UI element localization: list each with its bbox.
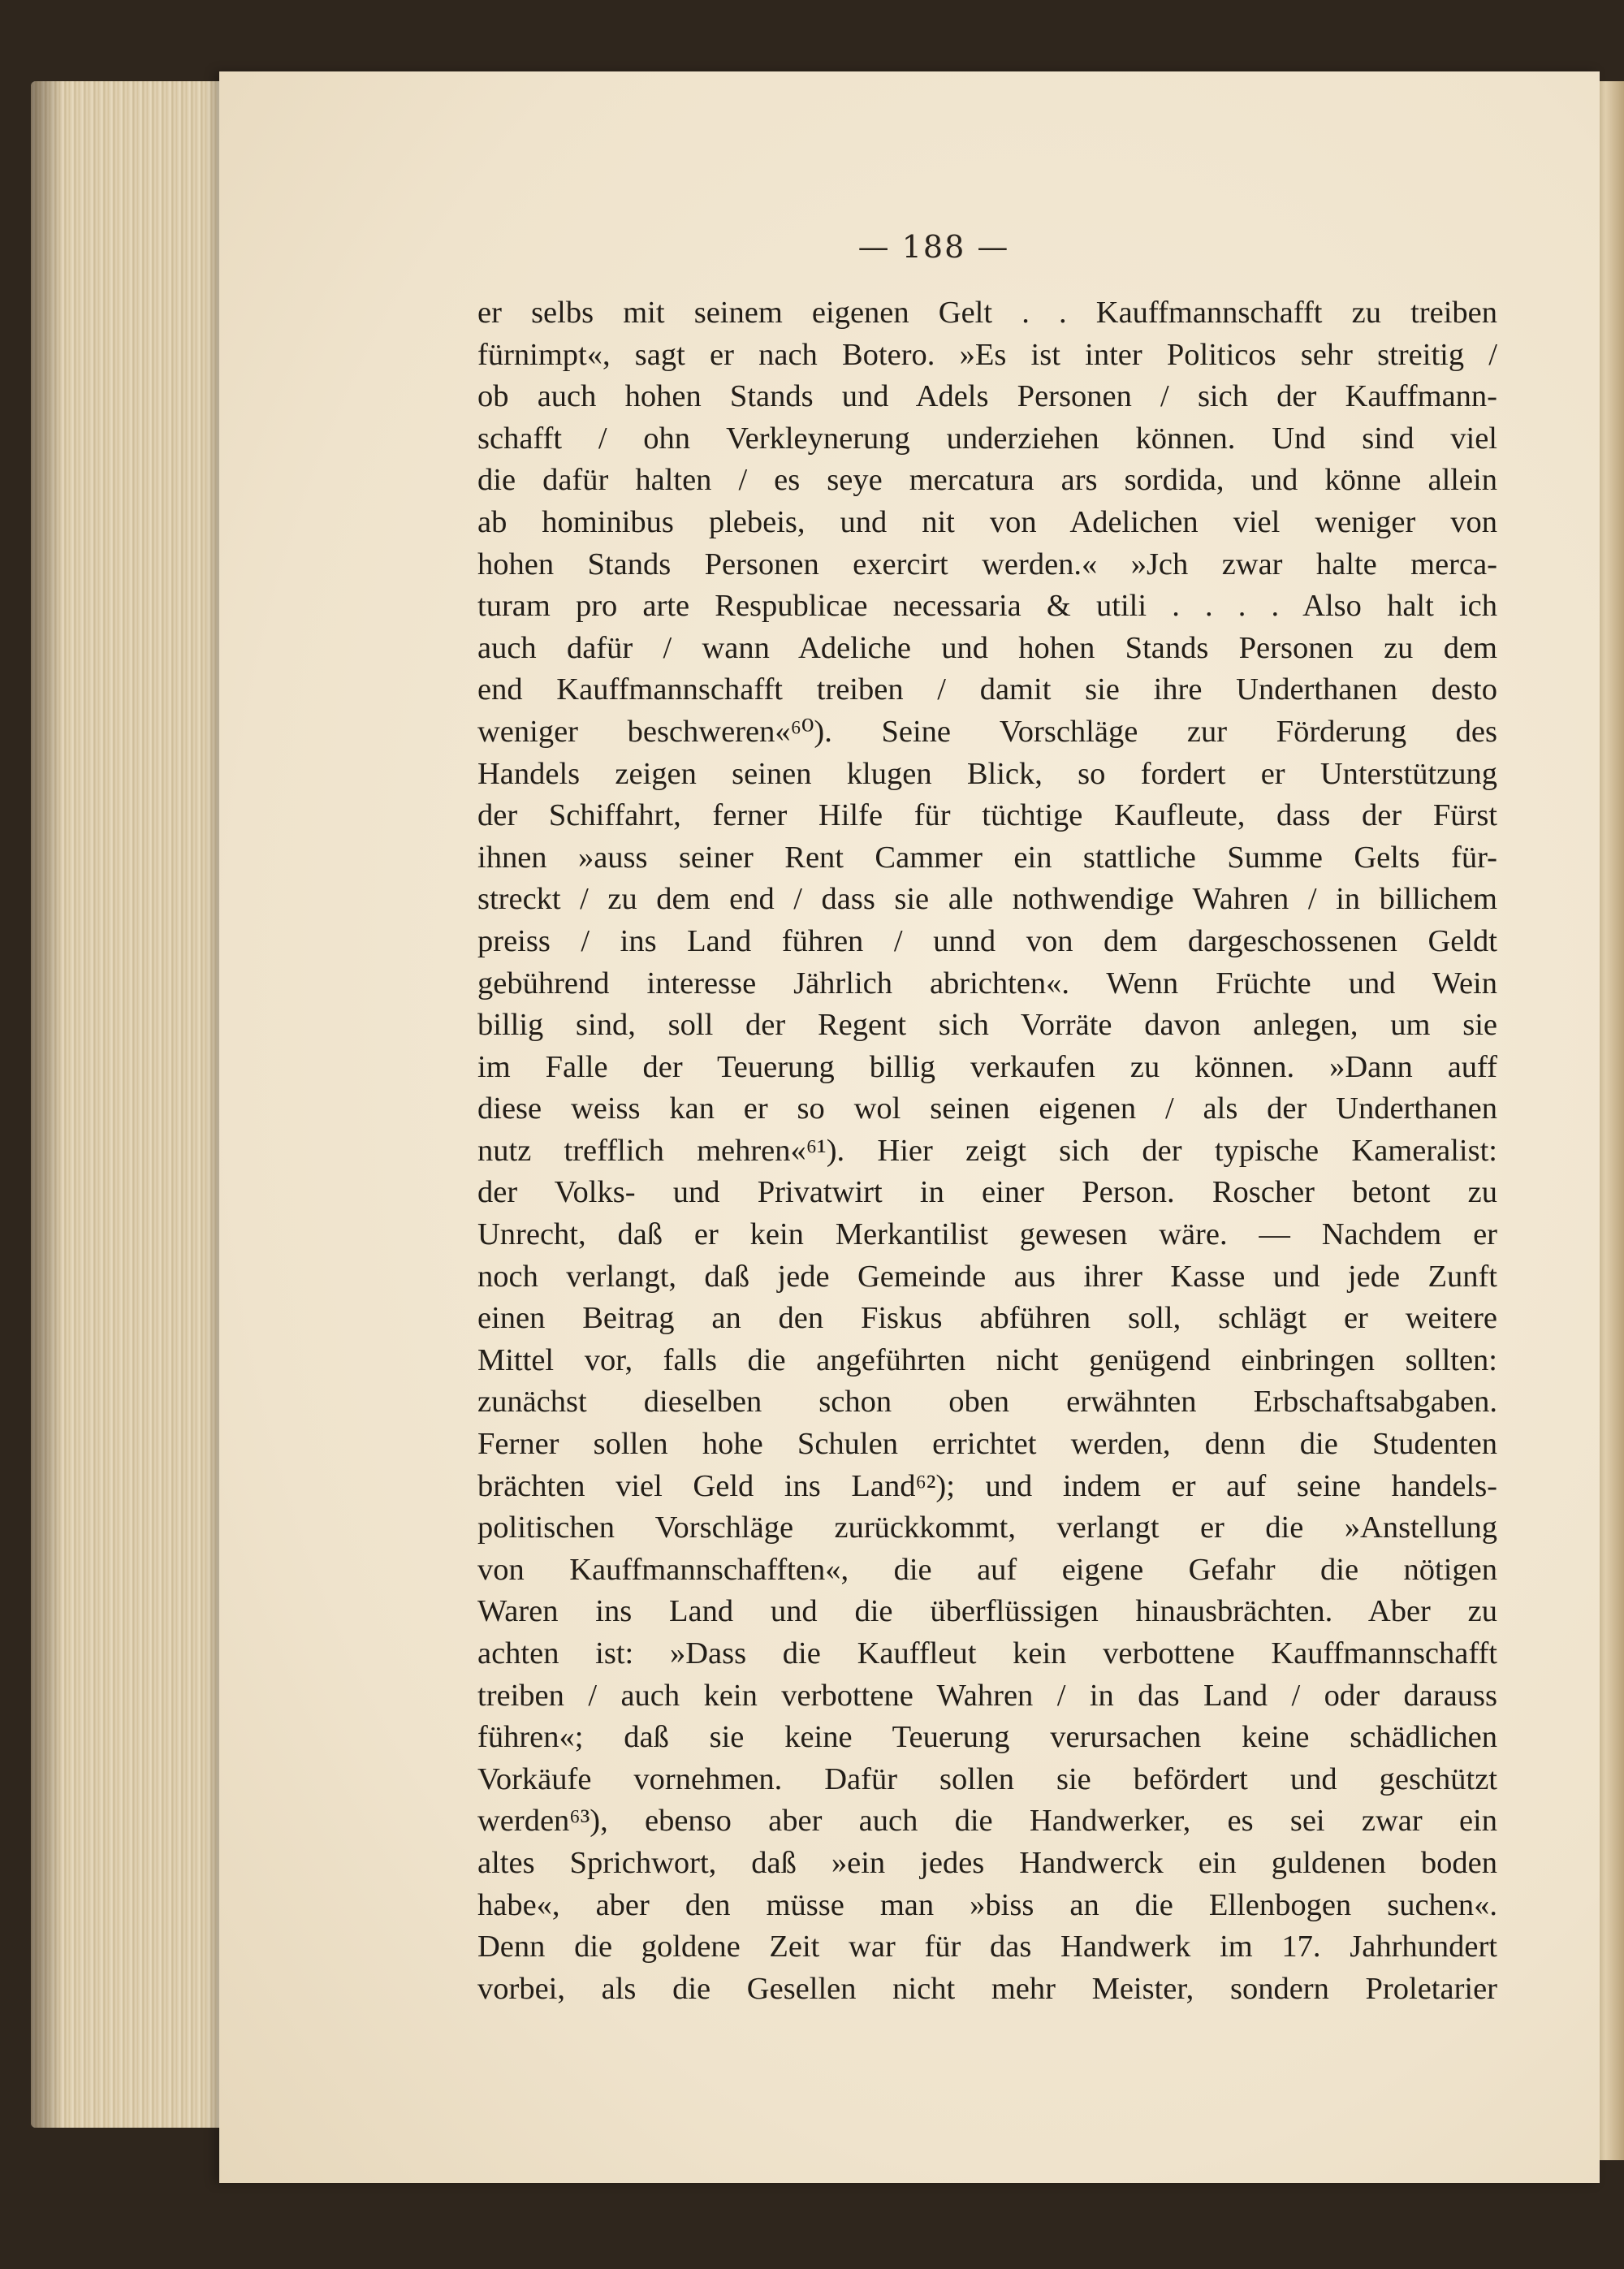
text-line: vorbei, als die Gesellen nicht mehr Meister, sondern Proletarier — [477, 1971, 1497, 2006]
text-line: end Kauffmannschafft treiben / damit sie ihre Underthanen desto — [477, 672, 1497, 707]
text-line: gebührend interesse Jährlich abrichten«. Wenn Früchte und Wein — [477, 966, 1497, 1001]
text-line: streckt / zu dem end / dass sie alle nothwendige Wahren / in billichem — [477, 882, 1497, 917]
text-line: habe«, aber den müsse man »biss an die Ellenbogen suchen«. — [477, 1887, 1497, 1922]
text-line: politischen Vorschläge zurückkommt, verlangt er die »Anstellung — [477, 1511, 1497, 1545]
text-line: Mittel vor, falls die angeführten nicht genügend einbringen sollten: — [477, 1342, 1497, 1377]
text-line: achten ist: »Dass die Kauffleut kein verbottene Kauffmannschafft — [477, 1636, 1497, 1670]
text-line: im Falle der Teuerung billig verkaufen zu können. »Dann auff — [477, 1049, 1497, 1084]
text-line: weniger beschweren«⁶⁰). Seine Vorschläge zur Förderung des — [477, 714, 1497, 749]
text-line: der Schiffahrt, ferner Hilfe für tüchtige Kaufleute, dass der Fürst — [477, 798, 1497, 833]
text-line: Ferner sollen hohe Schulen errichtet werden, denn die Studenten — [477, 1427, 1497, 1462]
text-line: Unrecht, daß er kein Merkantilist gewesen wäre. — Nachdem er — [477, 1217, 1497, 1252]
text-line: ob auch hohen Stands und Adels Personen / sich der Kauffmann- — [477, 379, 1497, 414]
text-line: brächten viel Geld ins Land⁶²); und indem er auf seine handels- — [477, 1468, 1497, 1503]
text-line: billig sind, soll der Regent sich Vorräte davon anlegen, um sie — [477, 1008, 1497, 1043]
text-line: auch dafür / wann Adeliche und hohen Stands Personen zu dem — [477, 630, 1497, 665]
text-line: der Volks- und Privatwirt in einer Person. Roscher betont zu — [477, 1175, 1497, 1210]
text-line: hohen Stands Personen exercirt werden.« »Jch zwar halte merca- — [477, 547, 1497, 581]
text-line: diese weiss kan er so wol seinen eigenen / als der Underthanen — [477, 1091, 1497, 1126]
text-line: Denn die goldene Zeit war für das Handwerk im 17. Jahrhundert — [477, 1930, 1497, 1964]
text-line: einen Beitrag an den Fiskus abführen soll, schlägt er weitere — [477, 1301, 1497, 1336]
text-line: fürnimpt«, sagt er nach Botero. »Es ist inter Politicos sehr streitig / — [477, 337, 1497, 372]
text-line: werden⁶³), ebenso aber auch die Handwerker, es sei zwar ein — [477, 1804, 1497, 1839]
text-line: er selbs mit seinem eigenen Gelt . . Kauffmannschafft zu treiben — [477, 296, 1497, 330]
text-line: treiben / auch kein verbottene Wahren / in das Land / oder darauss — [477, 1678, 1497, 1713]
text-line: Handels zeigen seinen klugen Blick, so fordert er Unterstützung — [477, 756, 1497, 791]
text-line: von Kauffmannschafften«, die auf eigene Gefahr die nötigen — [477, 1552, 1497, 1587]
text-line: führen«; daß sie keine Teuerung verursachen keine schädlichen — [477, 1720, 1497, 1755]
text-line: ab hominibus plebeis, und nit von Adelichen viel weniger von — [477, 504, 1497, 539]
binding-shadow — [31, 81, 63, 2128]
text-line: schafft / ohn Verkleynerung underziehen können. Und sind viel — [477, 421, 1497, 456]
text-line: turam pro arte Respublicae necessaria & utili . . . . Also halt ich — [477, 589, 1497, 624]
text-line: preiss / ins Land führen / unnd von dem dargeschossenen Geldt — [477, 923, 1497, 958]
body-text — [477, 292, 1497, 2010]
text-line: zunächst dieselben schon oben erwähnten Erbschaftsabgaben. — [477, 1385, 1497, 1420]
text-line: nutz trefflich mehren«⁶¹). Hier zeigt sich der typische Kameralist: — [477, 1133, 1497, 1168]
text-line: Vorkäufe vornehmen. Dafür sollen sie befördert und geschützt — [477, 1761, 1497, 1796]
text-line: ihnen »auss seiner Rent Cammer ein stattliche Summe Gelts für- — [477, 840, 1497, 875]
text-line: Waren ins Land und die überflüssigen hinausbrächten. Aber zu — [477, 1594, 1497, 1629]
page-number: — 188 — — [857, 229, 1010, 265]
text-line: die dafür halten / es seye mercatura ars sordida, und könne allein — [477, 463, 1497, 498]
text-line: altes Sprichwort, daß »ein jedes Handwerck ein guldenen boden — [477, 1845, 1497, 1880]
text-line: noch verlangt, daß jede Gemeinde aus ihrer Kasse und jede Zunft — [477, 1259, 1497, 1294]
